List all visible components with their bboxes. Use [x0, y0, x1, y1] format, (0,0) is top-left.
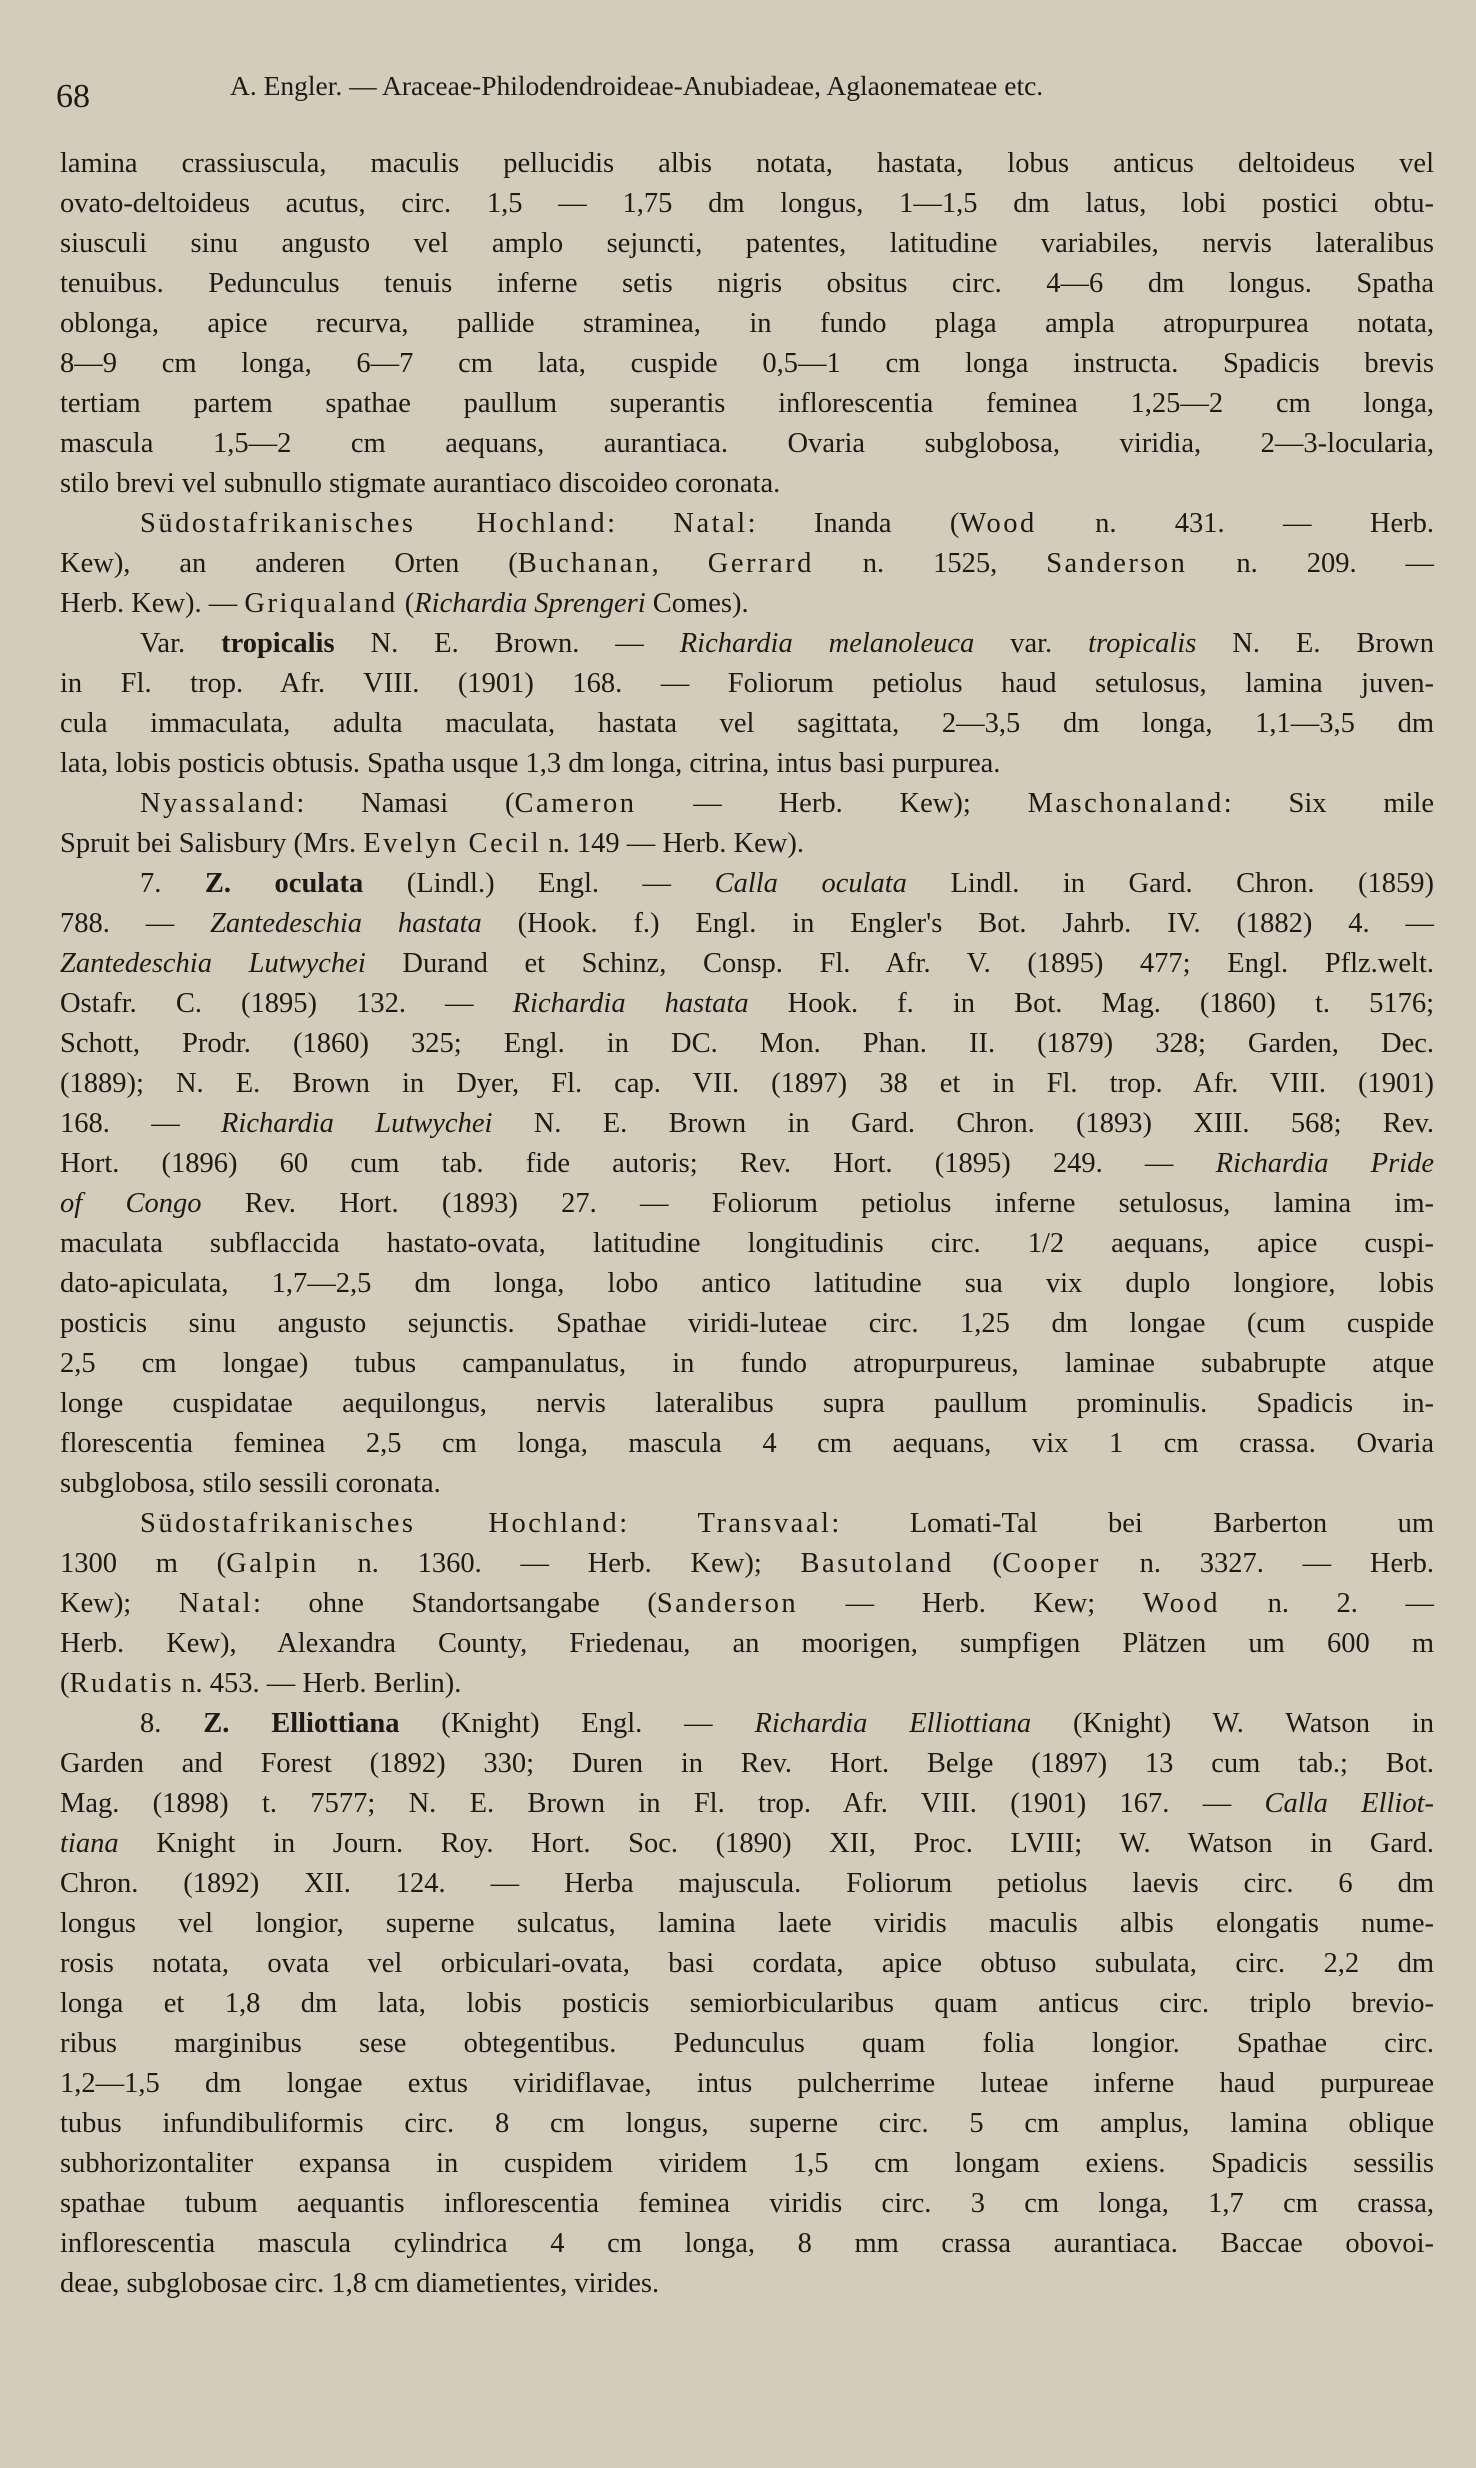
- text-segment: N. E. Brown in Gard. Chron. (1893) XIII. 568; Rev.: [492, 1108, 1434, 1139]
- text-line: [60, 1784, 1434, 1824]
- text-segment: Wood: [1142, 1588, 1221, 1619]
- text-segment: Schott, Prodr. (1860) 325; Engl. in DC. Mon. Phan. II. (1879) 328; Garden, Dec.: [60, 1028, 1434, 1059]
- text-segment: :: [619, 1508, 698, 1539]
- text-segment: 788. —: [60, 908, 211, 939]
- text-segment: Richardia Pride: [1215, 1148, 1434, 1179]
- text-line: [60, 1944, 1434, 1984]
- text-line: [60, 904, 1434, 944]
- text-segment: Südostafrikanisches Hochland: [140, 508, 608, 539]
- text-segment: Maschonaland: [1027, 788, 1224, 819]
- text-segment: Buchanan: [517, 548, 652, 579]
- text-line: [60, 1224, 1434, 1264]
- page-header: [56, 70, 1436, 115]
- text-line: [60, 624, 1434, 664]
- text-segment: n. 431. — Herb.: [1036, 508, 1435, 539]
- text-line: [60, 144, 1434, 184]
- text-segment: Südostafrikanisches Hochland: [140, 1508, 620, 1539]
- text-segment: (Knight) Engl. —: [399, 1708, 755, 1739]
- text-segment: Richardia melanoleuca: [679, 628, 975, 659]
- text-segment: Lindl. in Gard. Chron. (1859): [906, 868, 1435, 899]
- text-segment: Richardia Elliottiana: [754, 1708, 1032, 1739]
- text-segment: maculata subflaccida hastato-ovata, latitudine longitudinis circ.: [60, 1228, 1028, 1259]
- text-segment: — Herb. Kew);: [636, 788, 1028, 819]
- text-line: [60, 504, 1434, 544]
- text-line: [60, 424, 1434, 464]
- text-segment: Richardia Sprengeri: [414, 588, 646, 619]
- text-segment: Knight in Journ. Roy. Hort. Soc. (1890) XII, Proc. LVIII; W. Watson in Gard.: [118, 1828, 1434, 1859]
- page-number: 68: [56, 78, 90, 115]
- text-segment: lata, lobis posticis obtusis. Spatha usque 1,3 dm longa, citrina, intus basi purpurea.: [60, 748, 1001, 779]
- text-segment: Wood: [959, 508, 1037, 539]
- text-segment: Kew);: [60, 1588, 179, 1619]
- text-segment: florescentia feminea 2,5 cm longa, mascula 4 cm aequans, vix 1 cm crassa. Ovaria: [60, 1428, 1434, 1459]
- text-segment: Richardia Lutwychei: [221, 1108, 493, 1139]
- text-segment: 1/2: [1027, 1228, 1065, 1259]
- text-segment: Calla Elliot-: [1264, 1788, 1434, 1819]
- text-segment: Ostafr. C. (1895) 132. —: [60, 988, 513, 1019]
- text-segment: Zantedeschia Lutwychei: [60, 948, 366, 979]
- text-line: [60, 2024, 1434, 2064]
- text-segment: Sanderson: [1046, 548, 1188, 579]
- text-segment: dato-apiculata, 1,7—2,5 dm longa, lobo antico latitudine sua vix duplo longiore, lobis: [60, 1268, 1434, 1299]
- text-line: [60, 544, 1434, 584]
- text-segment: Garden and Forest (1892) 330; Duren in Rev. Hort. Belge (1897) 13 cum tab.; Bot.: [60, 1748, 1434, 1779]
- text-segment: N. E. Brown: [1196, 628, 1435, 659]
- text-segment: oblonga, apice recurva, pallide straminea, in fundo plaga ampla atropurpurea notata,: [60, 308, 1434, 339]
- text-segment: var.: [974, 628, 1089, 659]
- text-line: [60, 2224, 1434, 2264]
- text-segment: aequans, apice cuspi-: [1064, 1228, 1434, 1259]
- text-segment: tiana: [60, 1828, 119, 1859]
- text-segment: (: [60, 1668, 70, 1699]
- text-line: [60, 1184, 1434, 1224]
- text-segment: 1,2—1,5 dm longae extus viridiflavae, intus pulcherrime luteae inferne haud purpureae: [60, 2068, 1434, 2099]
- text-segment: Galpin: [226, 1548, 319, 1579]
- text-line: [60, 1064, 1434, 1104]
- text-line: [60, 1344, 1434, 1384]
- text-line: [60, 1304, 1434, 1344]
- text-line: [60, 1504, 1434, 1544]
- text-segment: Hook. f. in Bot. Mag. (1860) t. 5176;: [748, 988, 1435, 1019]
- text-segment: Calla oculata: [714, 868, 907, 899]
- text-line: [60, 1464, 1434, 1504]
- text-segment: (1889); N. E. Brown in Dyer, Fl. cap. VII. (1897) 38 et in Fl. trop. Afr. VIII. (1901): [60, 1068, 1434, 1099]
- text-segment: — Herb. Kew;: [798, 1588, 1143, 1619]
- text-line: [60, 1864, 1434, 1904]
- text-segment: Sanderson: [656, 1588, 799, 1619]
- body-text: [60, 144, 1434, 2304]
- text-segment: siusculi sinu angusto vel amplo sejuncti, patentes, latitudine variabiles, nervis lateralibus: [60, 228, 1434, 259]
- text-segment: ,: [651, 548, 708, 579]
- text-line: [60, 1544, 1434, 1584]
- text-segment: N. E. Brown. —: [334, 628, 680, 659]
- text-segment: lamina crassiuscula, maculis pellucidis albis notata, hastata, lobus anticus deltoideus vel: [60, 148, 1434, 179]
- text-segment: Mag. (1898) t. 7577; N. E. Brown in Fl. trop. Afr. VIII. (1901) 167. —: [60, 1788, 1265, 1819]
- text-line: [60, 224, 1434, 264]
- text-segment: n. 149 — Herb. Kew).: [541, 828, 804, 859]
- text-segment: n. 453. — Herb. Berlin).: [174, 1668, 462, 1699]
- text-segment: subglobosa, stilo sessili coronata.: [60, 1468, 441, 1499]
- text-line: [60, 2104, 1434, 2144]
- text-segment: 7.: [140, 868, 205, 899]
- text-line: [60, 1024, 1434, 1064]
- text-segment: Transvaal: [697, 1508, 832, 1539]
- text-segment: Nyassaland: [140, 788, 297, 819]
- text-line: [60, 2264, 1434, 2304]
- text-segment: ovato-deltoideus acutus, circ. 1,5 — 1,75 dm longus, 1—1,5 dm latus, lobi postici obtu-: [60, 188, 1434, 219]
- text-segment: Z. oculata: [204, 868, 364, 899]
- text-line: [60, 1744, 1434, 1784]
- text-segment: Natal: [178, 1588, 254, 1619]
- text-segment: Zantedeschia hastata: [210, 908, 482, 939]
- text-segment: longa et 1,8 dm lata, lobis posticis semiorbicularibus quam anticus circ. triplo brevio-: [60, 1988, 1434, 2019]
- text-segment: n. 1360. — Herb. Kew);: [318, 1548, 801, 1579]
- text-segment: longe cuspidatae aequilongus, nervis lateralibus supra paullum prominulis. Spadicis in-: [60, 1388, 1434, 1419]
- text-line: [60, 1824, 1434, 1864]
- text-line: [60, 864, 1434, 904]
- text-line: [60, 1984, 1434, 2024]
- text-segment: n. 209. —: [1187, 548, 1435, 579]
- text-line: [60, 1664, 1434, 1704]
- text-segment: Natal: [673, 508, 748, 539]
- text-segment: 8—9 cm longa, 6—7 cm lata, cuspide 0,5—1 cm longa instructa. Spadicis brevis: [60, 348, 1434, 379]
- text-segment: 8.: [140, 1708, 204, 1739]
- text-segment: Var.: [140, 628, 222, 659]
- text-segment: tropicalis: [221, 628, 335, 659]
- text-segment: Comes).: [645, 588, 749, 619]
- text-segment: (: [397, 588, 415, 619]
- text-segment: : Six mile: [1223, 788, 1434, 819]
- text-segment: Richardia hastata: [512, 988, 749, 1019]
- text-line: [60, 1144, 1434, 1184]
- text-segment: 2,5 cm longae) tubus campanulatus, in fundo atropurpureus, laminae subabrupte atque: [60, 1348, 1434, 1379]
- text-segment: Evelyn Cecil: [363, 828, 542, 859]
- text-segment: n. 2. —: [1220, 1588, 1434, 1619]
- text-line: [60, 704, 1434, 744]
- text-segment: Spruit bei Salisbury (Mrs.: [60, 828, 364, 859]
- text-segment: in Fl. trop. Afr. VIII. (1901) 168. — Foliorum petiolus haud setulosus, lamina juven-: [60, 668, 1434, 699]
- text-segment: tenuibus. Pedunculus tenuis inferne setis nigris obsitus circ. 4—6 dm longus. Spatha: [60, 268, 1434, 299]
- text-segment: ribus marginibus sese obtegentibus. Pedunculus quam folia longior. Spathae circ.: [60, 2028, 1434, 2059]
- text-line: [60, 1584, 1434, 1624]
- text-segment: mascula 1,5—2 cm aequans, aurantiaca. Ovaria subglobosa, viridia, 2—3-locularia,: [60, 428, 1434, 459]
- text-segment: Herb. Kew). —: [60, 588, 245, 619]
- text-segment: Griqualand: [244, 588, 398, 619]
- text-segment: :: [607, 508, 674, 539]
- text-line: [60, 664, 1434, 704]
- text-line: [60, 1424, 1434, 1464]
- text-segment: subhorizontaliter expansa in cuspidem viridem 1,5 cm longam exiens. Spadicis sessilis: [60, 2148, 1434, 2179]
- text-segment: Chron. (1892) XII. 124. — Herba majuscula. Foliorum petiolus laevis circ. 6 dm: [60, 1868, 1434, 1899]
- text-segment: : Namasi (: [296, 788, 515, 819]
- text-segment: Durand et Schinz, Consp. Fl. Afr. V. (1895) 477; Engl. Pflz.welt.: [365, 948, 1435, 979]
- text-line: [60, 1704, 1434, 1744]
- text-segment: of Congo: [60, 1188, 202, 1219]
- text-line: [60, 184, 1434, 224]
- text-segment: (Hook. f.) Engl. in Engler's Bot. Jahrb. IV. (1882) 4. —: [481, 908, 1434, 939]
- text-line: [60, 1624, 1434, 1664]
- text-line: [60, 1264, 1434, 1304]
- text-segment: inflorescentia mascula cylindrica 4 cm longa, 8 mm crassa aurantiaca. Baccae obovoi-: [60, 2228, 1434, 2259]
- text-segment: (Knight) W. Watson in: [1031, 1708, 1434, 1739]
- text-segment: tubus infundibuliformis circ. 8 cm longus, superne circ. 5 cm amplus, lamina oblique: [60, 2108, 1434, 2139]
- text-segment: rosis notata, ovata vel orbiculari-ovata, basi cordata, apice obtuso subulata, circ. 2,2 dm: [60, 1948, 1434, 1979]
- text-segment: n. 3327. — Herb.: [1100, 1548, 1434, 1579]
- text-segment: Rudatis: [69, 1668, 175, 1699]
- text-line: [60, 2064, 1434, 2104]
- text-segment: tertiam partem spathae paullum superantis inflorescentia feminea 1,25—2 cm longa,: [60, 388, 1434, 419]
- text-segment: Cooper: [1002, 1548, 1101, 1579]
- text-segment: cula immaculata, adulta maculata, hastata vel sagittata, 2—3,5 dm longa, 1,1—3,5 dm: [60, 708, 1434, 739]
- text-segment: deae, subglobosae circ. 1,8 cm diametientes, virides.: [60, 2268, 660, 2299]
- text-line: [60, 1904, 1434, 1944]
- text-line: [60, 1104, 1434, 1144]
- text-segment: posticis sinu angusto sejunctis. Spathae viridi-luteae circ. 1,25 dm longae (cum cuspide: [60, 1308, 1434, 1339]
- text-segment: (: [953, 1548, 1002, 1579]
- text-line: [60, 304, 1434, 344]
- text-segment: stilo brevi vel subnullo stigmate aurantiaco discoideo coronata.: [60, 468, 781, 499]
- text-segment: Herb. Kew), Alexandra County, Friedenau, an moorigen, sumpfigen Plätzen um 600 m: [60, 1628, 1434, 1659]
- text-segment: 1300 m (: [60, 1548, 227, 1579]
- text-line: [60, 824, 1434, 864]
- text-line: [60, 264, 1434, 304]
- text-line: [60, 464, 1434, 504]
- text-segment: n. 1525,: [813, 548, 1047, 579]
- text-line: [60, 2184, 1434, 2224]
- text-segment: Basutoland: [800, 1548, 954, 1579]
- text-line: [60, 344, 1434, 384]
- text-segment: Cameron: [514, 788, 637, 819]
- text-segment: : Lomati-Tal bei Barberton um: [831, 1508, 1434, 1539]
- text-segment: spathae tubum aequantis inflorescentia feminea viridis circ. 3 cm longa, 1,7 cm crassa,: [60, 2188, 1434, 2219]
- text-line: [60, 784, 1434, 824]
- text-line: [60, 1384, 1434, 1424]
- text-segment: Kew), an anderen Orten (: [60, 548, 518, 579]
- text-segment: 168. —: [60, 1108, 221, 1139]
- text-line: [60, 584, 1434, 624]
- text-segment: tropicalis: [1088, 628, 1197, 659]
- text-line: [60, 984, 1434, 1024]
- text-line: [60, 944, 1434, 984]
- text-line: [60, 384, 1434, 424]
- text-segment: (Lindl.) Engl. —: [363, 868, 715, 899]
- text-line: [60, 2144, 1434, 2184]
- text-line: [60, 744, 1434, 784]
- text-segment: : ohne Standortsangabe (: [253, 1588, 657, 1619]
- running-head: A. Engler. — Araceae-Philodendroideae-Anubiadeae, Aglaonemateae etc.: [230, 70, 1044, 101]
- text-segment: Hort. (1896) 60 cum tab. fide autoris; Rev. Hort. (1895) 249. —: [60, 1148, 1216, 1179]
- text-segment: : Inanda (: [747, 508, 960, 539]
- text-segment: Rev. Hort. (1893) 27. — Foliorum petiolus inferne setulosus, lamina im-: [201, 1188, 1434, 1219]
- text-segment: longus vel longior, superne sulcatus, lamina laete viridis maculis albis elongatis nume-: [60, 1908, 1434, 1939]
- text-segment: Gerrard: [707, 548, 814, 579]
- text-segment: Z. Elliottiana: [203, 1708, 400, 1739]
